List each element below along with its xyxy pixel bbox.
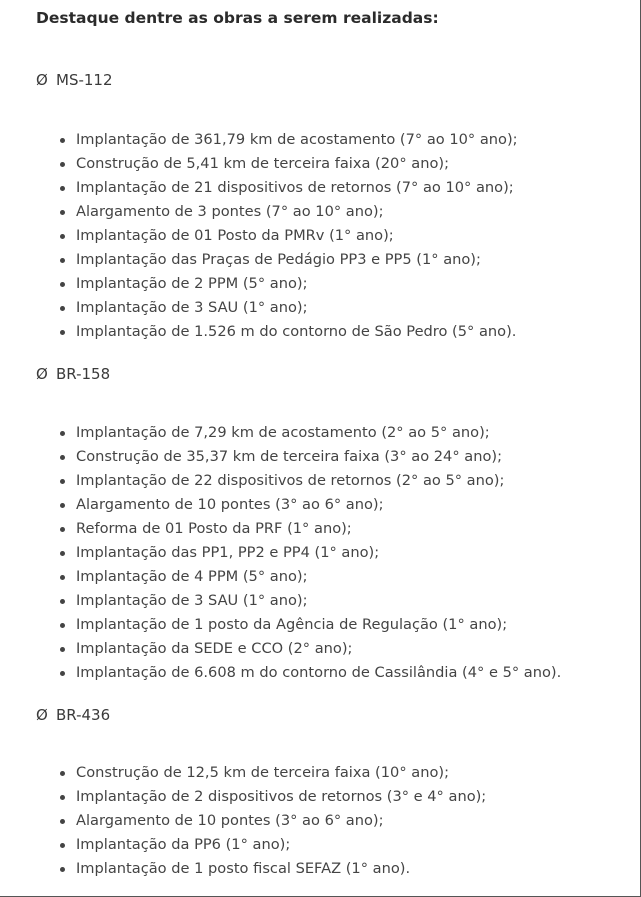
list-item: Construção de 12,5 km de terceira faixa (10° ano);	[56, 761, 486, 785]
section-title-ms-112	[36, 71, 113, 89]
list-item: Reforma de 01 Posto da PRF (1° ano);	[56, 517, 561, 541]
section-name: MS-112	[56, 71, 113, 89]
list-item: Construção de 35,37 km de terceira faixa (3° ao 24° ano);	[56, 445, 561, 469]
list-item: Implantação de 3 SAU (1° ano);	[56, 589, 561, 613]
list-item: Alargamento de 10 pontes (3° ao 6° ano);	[56, 809, 486, 833]
list-item: Implantação da SEDE e CCO (2° ano);	[56, 637, 561, 661]
section-name: BR-158	[56, 365, 111, 383]
list-item: Implantação de 6.608 m do contorno de Cassilândia (4° e 5° ano).	[56, 661, 561, 685]
list-item: Alargamento de 10 pontes (3° ao 6° ano);	[56, 493, 561, 517]
list-item: Implantação de 01 Posto da PMRv (1° ano);	[56, 224, 518, 248]
list-item: Implantação de 3 SAU (1° ano);	[56, 296, 518, 320]
section-name: BR-436	[56, 706, 111, 724]
list-item: Implantação de 2 dispositivos de retornos (3° e 4° ano);	[56, 785, 486, 809]
list-item: Implantação de 1 posto fiscal SEFAZ (1° ano).	[56, 857, 486, 881]
list-item: Implantação da PP6 (1° ano);	[56, 833, 486, 857]
section-marker: Ø	[36, 71, 48, 89]
list-item: Implantação de 22 dispositivos de retornos (2° ao 5° ano);	[56, 469, 561, 493]
section-marker: Ø	[36, 365, 48, 383]
list-item: Implantação das PP1, PP2 e PP4 (1° ano);	[56, 541, 561, 565]
list-item: Construção de 5,41 km de terceira faixa (20° ano);	[56, 152, 518, 176]
list-item: Alargamento de 3 pontes (7° ao 10° ano);	[56, 200, 518, 224]
list-item: Implantação de 7,29 km de acostamento (2° ao 5° ano);	[56, 421, 561, 445]
works-list-ms-112	[56, 128, 518, 344]
list-item: Implantação de 361,79 km de acostamento (7° ao 10° ano);	[56, 128, 518, 152]
section-title-br-158	[36, 365, 110, 383]
page-heading: Destaque dentre as obras a serem realizadas:	[36, 9, 439, 27]
section-marker: Ø	[36, 706, 48, 724]
works-list-br-436	[56, 761, 486, 881]
list-item: Implantação das Praças de Pedágio PP3 e PP5 (1° ano);	[56, 248, 518, 272]
list-item: Implantação de 21 dispositivos de retornos (7° ao 10° ano);	[56, 176, 518, 200]
section-title-br-436	[36, 706, 110, 724]
works-list-br-158	[56, 421, 561, 685]
list-item: Implantação de 2 PPM (5° ano);	[56, 272, 518, 296]
list-item: Implantação de 1 posto da Agência de Regulação (1° ano);	[56, 613, 561, 637]
list-item: Implantação de 1.526 m do contorno de São Pedro (5° ano).	[56, 320, 518, 344]
list-item: Implantação de 4 PPM (5° ano);	[56, 565, 561, 589]
